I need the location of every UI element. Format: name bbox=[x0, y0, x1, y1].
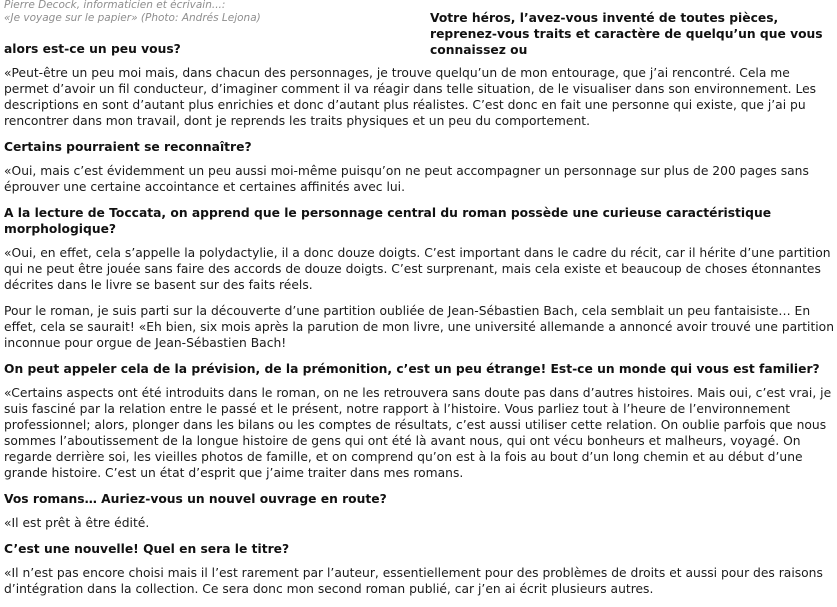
answer-5: «Il est prêt à être édité. bbox=[4, 516, 150, 530]
caption-line-2: «Je voyage sur le papier» (Photo: Andrés Lejona) bbox=[4, 12, 261, 24]
question-3: A la lecture de Toccata, on apprend que le personnage central du roman possède une curieuse caractéristique morphologique? bbox=[4, 206, 772, 236]
question-1-start: Votre héros, l’avez-vous inventé de toutes pièces, reprenez-vous traits et caractère de quelqu’un que vous connaissez ou bbox=[430, 11, 823, 57]
answer-1: «Peut-être un peu moi mais, dans chacun des personnages, je trouve quelqu’un de mon entourage, que j’ai rencontré. Cela me permet d’avoir un fil conducteur, d’imaginer comment il va réagir dans telle situation, de le visualiser dans son environnement. Les descriptions en sont d’autant plus enrichies et donc d’autant plus réalistes. C’est donc en fait une personne qui existe, que j’ai pu rencontrer dans mon travail, dont je reprends les traits physiques et un peu du comportement. bbox=[4, 66, 817, 128]
article bbox=[4, 0, 834, 607]
question-1-end: alors est-ce un peu vous? bbox=[4, 42, 181, 56]
question-6: C’est une nouvelle! Quel en sera le titre? bbox=[4, 542, 290, 556]
answer-6: «Il n’est pas encore choisi mais il l’est rarement par l’auteur, essentiellement pour des problèmes de droits et aussi pour des raisons d’intégration dans la collection. Ce sera donc mon second roman publié, car j’en ai écrit plusieurs autres. bbox=[4, 566, 823, 596]
question-5: Vos romans… Auriez-vous un nouvel ouvrage en route? bbox=[4, 492, 387, 506]
caption-line-1: Pierre Decock, informaticien et écrivain...: bbox=[4, 0, 226, 11]
answer-3b: Pour le roman, je suis parti sur la découverte d’une partition oubliée de Jean-Sébastien Bach, cela semblait un peu fantaisiste… En effet, cela se saurait! «Eh bien, six mois après la parution de mon livre, une université allemande a annoncé avoir trouvé une partition inconnue pour orgue de Jean-Sébastien Bach! bbox=[4, 304, 835, 350]
interview-body bbox=[4, 41, 834, 597]
photo-caption bbox=[4, 0, 424, 25]
question-4: On peut appeler cela de la prévision, de la prémonition, c’est un peu étrange! Est-ce un monde qui vous est familier? bbox=[4, 362, 820, 376]
question-2: Certains pourraient se reconnaître? bbox=[4, 140, 252, 154]
answer-2: «Oui, mais c’est évidemment un peu aussi moi-même puisqu’on ne peut accompagner un personnage sur plus de 200 pages sans éprouver une certaine accointance et certaines affinités avec lui. bbox=[4, 164, 809, 194]
answer-3a: «Oui, en effet, cela s’appelle la polydactylie, il a donc douze doigts. C’est important dans le cadre du récit, car il hérite d’une partition qui ne peut être jouée sans faire des accords de douze doigts. C’est surprenant, mais cela existe et beaucoup de choses étonnantes décrites dans le livre se basent sur des faits réels. bbox=[4, 246, 831, 292]
answer-4: «Certains aspects ont été introduits dans le roman, on ne les retrouvera sans doute pas dans d’autres histoires. Mais oui, c’est vrai, je suis fasciné par la relation entre le passé et le présent, notre rapport à l’histoire. Vous parliez tout à l’heure de l’environnement professionnel; alors, plonger dans les bilans ou les comptes de résultats, c’est aussi utiliser cette relation. On oublie parfois que nous sommes l’aboutissement de la longue histoire de gens qui ont été là avant nous, qui ont vécu bonheurs et malheurs, voyagé. On regarde derrière soi, les vieilles photos de famille, et on comprend qu’on est à la fois au bout d’un long chemin et au début d’une grande histoire. C’est un état d’esprit que j’aime traiter dans mes romans. bbox=[4, 386, 832, 480]
